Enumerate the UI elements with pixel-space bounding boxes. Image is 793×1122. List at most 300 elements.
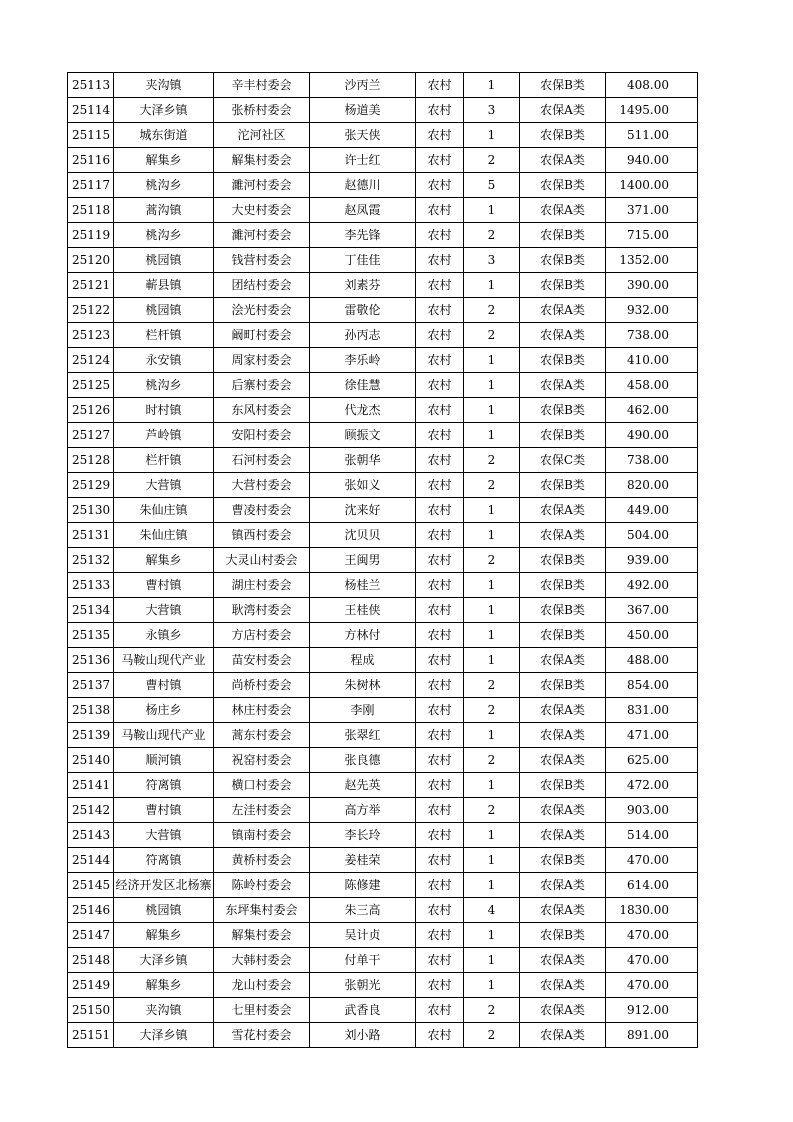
amount-cell: 940.00 — [606, 148, 698, 173]
village-committee-cell: 解集村委会 — [214, 148, 310, 173]
village-committee-cell: 左洼村委会 — [214, 798, 310, 823]
area-type-cell: 农村 — [416, 948, 464, 973]
insurance-category-cell: 农保A类 — [520, 148, 606, 173]
township-cell: 夹沟镇 — [114, 998, 214, 1023]
insurance-category-cell: 农保A类 — [520, 798, 606, 823]
table-row — [68, 598, 698, 623]
table-row — [68, 73, 698, 98]
record-id-cell: 25114 — [68, 98, 114, 123]
insurance-category-cell: 农保C类 — [520, 448, 606, 473]
township-cell: 大营镇 — [114, 823, 214, 848]
township-cell: 顺河镇 — [114, 748, 214, 773]
village-committee-cell: 石河村委会 — [214, 448, 310, 473]
insurance-category-cell: 农保B类 — [520, 423, 606, 448]
village-committee-cell: 阚町村委会 — [214, 323, 310, 348]
township-cell: 桃沟乡 — [114, 223, 214, 248]
record-id-cell: 25125 — [68, 373, 114, 398]
township-cell: 蒿沟镇 — [114, 198, 214, 223]
household-count-cell: 1 — [464, 373, 520, 398]
village-committee-cell: 耿湾村委会 — [214, 598, 310, 623]
village-committee-cell: 方店村委会 — [214, 623, 310, 648]
record-id-cell: 25127 — [68, 423, 114, 448]
household-count-cell: 2 — [464, 548, 520, 573]
record-id-cell: 25129 — [68, 473, 114, 498]
record-id-cell: 25116 — [68, 148, 114, 173]
person-name-cell: 张良德 — [310, 748, 416, 773]
amount-cell: 820.00 — [606, 473, 698, 498]
village-committee-cell: 雪花村委会 — [214, 1023, 310, 1048]
village-committee-cell: 大灵山村委会 — [214, 548, 310, 573]
village-committee-cell: 尚桥村委会 — [214, 673, 310, 698]
area-type-cell: 农村 — [416, 148, 464, 173]
household-count-cell: 2 — [464, 298, 520, 323]
insurance-category-cell: 农保B类 — [520, 473, 606, 498]
amount-cell: 939.00 — [606, 548, 698, 573]
village-committee-cell: 濉河村委会 — [214, 173, 310, 198]
household-count-cell: 1 — [464, 273, 520, 298]
record-id-cell: 25136 — [68, 648, 114, 673]
person-name-cell: 张如义 — [310, 473, 416, 498]
person-name-cell: 赵先英 — [310, 773, 416, 798]
person-name-cell: 张朝光 — [310, 973, 416, 998]
record-id-cell: 25151 — [68, 1023, 114, 1048]
person-name-cell: 刘小路 — [310, 1023, 416, 1048]
household-count-cell: 1 — [464, 648, 520, 673]
village-committee-cell: 镇南村委会 — [214, 823, 310, 848]
amount-cell: 492.00 — [606, 573, 698, 598]
person-name-cell: 雷敬伦 — [310, 298, 416, 323]
amount-cell: 1830.00 — [606, 898, 698, 923]
amount-cell: 1352.00 — [606, 248, 698, 273]
record-id-cell: 25142 — [68, 798, 114, 823]
area-type-cell: 农村 — [416, 798, 464, 823]
amount-cell: 891.00 — [606, 1023, 698, 1048]
area-type-cell: 农村 — [416, 348, 464, 373]
person-name-cell: 张朝华 — [310, 448, 416, 473]
household-count-cell: 2 — [464, 1023, 520, 1048]
household-count-cell: 2 — [464, 698, 520, 723]
insurance-category-cell: 农保A类 — [520, 298, 606, 323]
area-type-cell: 农村 — [416, 223, 464, 248]
amount-cell: 511.00 — [606, 123, 698, 148]
record-id-cell: 25124 — [68, 348, 114, 373]
table-row — [68, 273, 698, 298]
township-cell: 栏杆镇 — [114, 448, 214, 473]
village-committee-cell: 大营村委会 — [214, 473, 310, 498]
person-name-cell: 沈来好 — [310, 498, 416, 523]
table-row — [68, 298, 698, 323]
table-row — [68, 773, 698, 798]
record-id-cell: 25133 — [68, 573, 114, 598]
record-id-cell: 25132 — [68, 548, 114, 573]
village-committee-cell: 大史村委会 — [214, 198, 310, 223]
table-row — [68, 323, 698, 348]
village-committee-cell: 张桥村委会 — [214, 98, 310, 123]
table-row — [68, 348, 698, 373]
village-committee-cell: 解集村委会 — [214, 923, 310, 948]
township-cell: 经济开发区北杨寨 — [114, 873, 214, 898]
person-name-cell: 许士红 — [310, 148, 416, 173]
area-type-cell: 农村 — [416, 998, 464, 1023]
village-committee-cell: 曹凌村委会 — [214, 498, 310, 523]
person-name-cell: 赵凤霞 — [310, 198, 416, 223]
village-committee-cell: 黄桥村委会 — [214, 848, 310, 873]
record-id-cell: 25128 — [68, 448, 114, 473]
record-id-cell: 25135 — [68, 623, 114, 648]
amount-cell: 625.00 — [606, 748, 698, 773]
township-cell: 蕲县镇 — [114, 273, 214, 298]
township-cell: 桃园镇 — [114, 248, 214, 273]
village-committee-cell: 濉河村委会 — [214, 223, 310, 248]
area-type-cell: 农村 — [416, 848, 464, 873]
insurance-category-cell: 农保B类 — [520, 273, 606, 298]
village-committee-cell: 陈岭村委会 — [214, 873, 310, 898]
record-id-cell: 25134 — [68, 598, 114, 623]
area-type-cell: 农村 — [416, 98, 464, 123]
area-type-cell: 农村 — [416, 73, 464, 98]
amount-cell: 470.00 — [606, 848, 698, 873]
insurance-category-cell: 农保B类 — [520, 223, 606, 248]
person-name-cell: 高方举 — [310, 798, 416, 823]
table-row — [68, 248, 698, 273]
person-name-cell: 程成 — [310, 648, 416, 673]
table-row — [68, 923, 698, 948]
insurance-category-cell: 农保A类 — [520, 748, 606, 773]
insurance-category-cell: 农保A类 — [520, 698, 606, 723]
household-count-cell: 1 — [464, 723, 520, 748]
township-cell: 栏杆镇 — [114, 323, 214, 348]
amount-cell: 371.00 — [606, 198, 698, 223]
village-committee-cell: 东风村委会 — [214, 398, 310, 423]
table-row — [68, 873, 698, 898]
table-row — [68, 498, 698, 523]
area-type-cell: 农村 — [416, 198, 464, 223]
area-type-cell: 农村 — [416, 698, 464, 723]
table-row — [68, 423, 698, 448]
person-name-cell: 张天侠 — [310, 123, 416, 148]
area-type-cell: 农村 — [416, 723, 464, 748]
insurance-category-cell: 农保A类 — [520, 98, 606, 123]
record-id-cell: 25147 — [68, 923, 114, 948]
table-row — [68, 123, 698, 148]
household-count-cell: 1 — [464, 73, 520, 98]
area-type-cell: 农村 — [416, 498, 464, 523]
amount-cell: 738.00 — [606, 448, 698, 473]
village-committee-cell: 团结村委会 — [214, 273, 310, 298]
amount-cell: 1495.00 — [606, 98, 698, 123]
township-cell: 曹村镇 — [114, 798, 214, 823]
village-committee-cell: 林庄村委会 — [214, 698, 310, 723]
amount-cell: 514.00 — [606, 823, 698, 848]
household-count-cell: 1 — [464, 573, 520, 598]
record-id-cell: 25141 — [68, 773, 114, 798]
township-cell: 桃园镇 — [114, 898, 214, 923]
township-cell: 时村镇 — [114, 398, 214, 423]
table-row — [68, 898, 698, 923]
household-count-cell: 1 — [464, 498, 520, 523]
household-count-cell: 2 — [464, 448, 520, 473]
table-row — [68, 823, 698, 848]
township-cell: 杨庄乡 — [114, 698, 214, 723]
insurance-category-cell: 农保B类 — [520, 123, 606, 148]
township-cell: 朱仙庄镇 — [114, 498, 214, 523]
township-cell: 马鞍山现代产业 — [114, 648, 214, 673]
household-count-cell: 1 — [464, 398, 520, 423]
area-type-cell: 农村 — [416, 523, 464, 548]
amount-cell: 458.00 — [606, 373, 698, 398]
township-cell: 曹村镇 — [114, 673, 214, 698]
table-row — [68, 148, 698, 173]
household-count-cell: 5 — [464, 173, 520, 198]
insurance-category-cell: 农保A类 — [520, 898, 606, 923]
record-id-cell: 25130 — [68, 498, 114, 523]
record-id-cell: 25138 — [68, 698, 114, 723]
village-committee-cell: 镇西村委会 — [214, 523, 310, 548]
amount-cell: 367.00 — [606, 598, 698, 623]
person-name-cell: 李乐岭 — [310, 348, 416, 373]
area-type-cell: 农村 — [416, 423, 464, 448]
amount-cell: 912.00 — [606, 998, 698, 1023]
person-name-cell: 吴计贞 — [310, 923, 416, 948]
insurance-category-cell: 农保B类 — [520, 398, 606, 423]
amount-cell: 470.00 — [606, 923, 698, 948]
person-name-cell: 沈贝贝 — [310, 523, 416, 548]
insurance-category-cell: 农保B类 — [520, 348, 606, 373]
table-row — [68, 523, 698, 548]
village-committee-cell: 浍光村委会 — [214, 298, 310, 323]
person-name-cell: 沙丙兰 — [310, 73, 416, 98]
village-committee-cell: 钱营村委会 — [214, 248, 310, 273]
township-cell: 大泽乡镇 — [114, 1023, 214, 1048]
village-committee-cell: 横口村委会 — [214, 773, 310, 798]
township-cell: 永镇乡 — [114, 623, 214, 648]
table-row — [68, 1023, 698, 1048]
household-count-cell: 1 — [464, 823, 520, 848]
township-cell: 解集乡 — [114, 973, 214, 998]
area-type-cell: 农村 — [416, 473, 464, 498]
person-name-cell: 李长玲 — [310, 823, 416, 848]
table-row — [68, 448, 698, 473]
person-name-cell: 张翠红 — [310, 723, 416, 748]
area-type-cell: 农村 — [416, 173, 464, 198]
insurance-category-cell: 农保A类 — [520, 823, 606, 848]
table-row — [68, 198, 698, 223]
area-type-cell: 农村 — [416, 823, 464, 848]
amount-cell: 490.00 — [606, 423, 698, 448]
township-cell: 解集乡 — [114, 148, 214, 173]
insurance-category-cell: 农保A类 — [520, 973, 606, 998]
person-name-cell: 方林付 — [310, 623, 416, 648]
person-name-cell: 顾振文 — [310, 423, 416, 448]
table-row — [68, 373, 698, 398]
insurance-category-cell: 农保A类 — [520, 373, 606, 398]
person-name-cell: 王闽男 — [310, 548, 416, 573]
area-type-cell: 农村 — [416, 773, 464, 798]
household-count-cell: 1 — [464, 923, 520, 948]
table-row — [68, 573, 698, 598]
household-count-cell: 1 — [464, 423, 520, 448]
person-name-cell: 孙丙志 — [310, 323, 416, 348]
amount-cell: 504.00 — [606, 523, 698, 548]
record-id-cell: 25115 — [68, 123, 114, 148]
household-count-cell: 1 — [464, 348, 520, 373]
table-row — [68, 623, 698, 648]
township-cell: 大营镇 — [114, 473, 214, 498]
household-count-cell: 1 — [464, 848, 520, 873]
amount-cell: 410.00 — [606, 348, 698, 373]
village-committee-cell: 大韩村委会 — [214, 948, 310, 973]
insurance-category-cell: 农保B类 — [520, 73, 606, 98]
amount-cell: 932.00 — [606, 298, 698, 323]
area-type-cell: 农村 — [416, 323, 464, 348]
village-committee-cell: 东坪集村委会 — [214, 898, 310, 923]
table-body — [68, 73, 698, 1048]
record-id-cell: 25119 — [68, 223, 114, 248]
township-cell: 大泽乡镇 — [114, 98, 214, 123]
insurance-category-cell: 农保A类 — [520, 323, 606, 348]
person-name-cell: 李先锋 — [310, 223, 416, 248]
person-name-cell: 杨道美 — [310, 98, 416, 123]
record-id-cell: 25117 — [68, 173, 114, 198]
record-id-cell: 25113 — [68, 73, 114, 98]
household-count-cell: 1 — [464, 973, 520, 998]
household-count-cell: 2 — [464, 748, 520, 773]
person-name-cell: 徐佳慧 — [310, 373, 416, 398]
area-type-cell: 农村 — [416, 273, 464, 298]
amount-cell: 738.00 — [606, 323, 698, 348]
amount-cell: 1400.00 — [606, 173, 698, 198]
area-type-cell: 农村 — [416, 748, 464, 773]
village-committee-cell: 后寨村委会 — [214, 373, 310, 398]
insurance-category-cell: 农保A类 — [520, 648, 606, 673]
township-cell: 马鞍山现代产业 — [114, 723, 214, 748]
amount-cell: 390.00 — [606, 273, 698, 298]
insurance-category-cell: 农保A类 — [520, 723, 606, 748]
village-committee-cell: 安阳村委会 — [214, 423, 310, 448]
person-name-cell: 朱三高 — [310, 898, 416, 923]
table-row — [68, 673, 698, 698]
person-name-cell: 刘素芬 — [310, 273, 416, 298]
record-id-cell: 25146 — [68, 898, 114, 923]
household-count-cell: 2 — [464, 473, 520, 498]
township-cell: 解集乡 — [114, 548, 214, 573]
record-id-cell: 25118 — [68, 198, 114, 223]
household-count-cell: 3 — [464, 98, 520, 123]
person-name-cell: 代龙杰 — [310, 398, 416, 423]
table-row — [68, 648, 698, 673]
household-count-cell: 1 — [464, 773, 520, 798]
area-type-cell: 农村 — [416, 123, 464, 148]
table-row — [68, 798, 698, 823]
person-name-cell: 武香良 — [310, 998, 416, 1023]
area-type-cell: 农村 — [416, 573, 464, 598]
table-row — [68, 173, 698, 198]
township-cell: 永安镇 — [114, 348, 214, 373]
household-count-cell: 1 — [464, 623, 520, 648]
household-count-cell: 4 — [464, 898, 520, 923]
table-row — [68, 223, 698, 248]
table-row — [68, 473, 698, 498]
household-count-cell: 1 — [464, 873, 520, 898]
township-cell: 桃园镇 — [114, 298, 214, 323]
household-count-cell: 2 — [464, 148, 520, 173]
amount-cell: 470.00 — [606, 973, 698, 998]
insurance-category-cell: 农保B类 — [520, 173, 606, 198]
township-cell: 解集乡 — [114, 923, 214, 948]
insurance-category-cell: 农保A类 — [520, 948, 606, 973]
township-cell: 大泽乡镇 — [114, 948, 214, 973]
amount-cell: 903.00 — [606, 798, 698, 823]
insurance-category-cell: 农保A类 — [520, 198, 606, 223]
insurance-category-cell: 农保B类 — [520, 673, 606, 698]
insurance-category-cell: 农保A类 — [520, 873, 606, 898]
household-count-cell: 3 — [464, 248, 520, 273]
records-table — [67, 72, 698, 1048]
person-name-cell: 李刚 — [310, 698, 416, 723]
record-id-cell: 25145 — [68, 873, 114, 898]
record-id-cell: 25120 — [68, 248, 114, 273]
village-committee-cell: 蒿东村委会 — [214, 723, 310, 748]
insurance-category-cell: 农保B类 — [520, 923, 606, 948]
household-count-cell: 1 — [464, 523, 520, 548]
person-name-cell: 姜桂荣 — [310, 848, 416, 873]
township-cell: 符离镇 — [114, 773, 214, 798]
household-count-cell: 1 — [464, 123, 520, 148]
household-count-cell: 2 — [464, 223, 520, 248]
village-committee-cell: 湖庄村委会 — [214, 573, 310, 598]
person-name-cell: 杨桂兰 — [310, 573, 416, 598]
person-name-cell: 朱树林 — [310, 673, 416, 698]
area-type-cell: 农村 — [416, 373, 464, 398]
area-type-cell: 农村 — [416, 673, 464, 698]
table-row — [68, 998, 698, 1023]
village-committee-cell: 沱河社区 — [214, 123, 310, 148]
amount-cell: 449.00 — [606, 498, 698, 523]
area-type-cell: 农村 — [416, 898, 464, 923]
record-id-cell: 25122 — [68, 298, 114, 323]
township-cell: 曹村镇 — [114, 573, 214, 598]
table-row — [68, 973, 698, 998]
township-cell: 符离镇 — [114, 848, 214, 873]
household-count-cell: 1 — [464, 198, 520, 223]
village-committee-cell: 七里村委会 — [214, 998, 310, 1023]
village-committee-cell: 龙山村委会 — [214, 973, 310, 998]
township-cell: 夹沟镇 — [114, 73, 214, 98]
amount-cell: 831.00 — [606, 698, 698, 723]
township-cell: 桃沟乡 — [114, 173, 214, 198]
area-type-cell: 农村 — [416, 448, 464, 473]
township-cell: 城东街道 — [114, 123, 214, 148]
record-id-cell: 25144 — [68, 848, 114, 873]
area-type-cell: 农村 — [416, 973, 464, 998]
record-id-cell: 25121 — [68, 273, 114, 298]
person-name-cell: 赵德川 — [310, 173, 416, 198]
area-type-cell: 农村 — [416, 623, 464, 648]
amount-cell: 614.00 — [606, 873, 698, 898]
record-id-cell: 25131 — [68, 523, 114, 548]
amount-cell: 854.00 — [606, 673, 698, 698]
area-type-cell: 农村 — [416, 1023, 464, 1048]
record-id-cell: 25143 — [68, 823, 114, 848]
township-cell: 大营镇 — [114, 598, 214, 623]
table-row — [68, 398, 698, 423]
amount-cell: 472.00 — [606, 773, 698, 798]
amount-cell: 488.00 — [606, 648, 698, 673]
insurance-category-cell: 农保A类 — [520, 498, 606, 523]
amount-cell: 470.00 — [606, 948, 698, 973]
household-count-cell: 1 — [464, 598, 520, 623]
record-id-cell: 25149 — [68, 973, 114, 998]
